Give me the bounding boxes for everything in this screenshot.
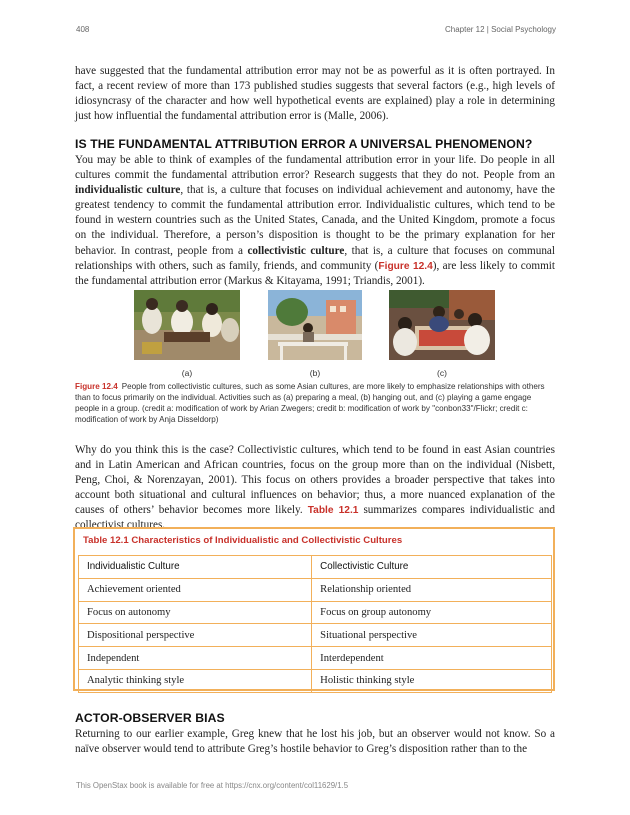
photo-a-preparing-meal bbox=[134, 290, 240, 360]
table-cell: Focus on group autonomy bbox=[312, 601, 552, 624]
header-collectivistic: Collectivistic Culture bbox=[312, 556, 552, 579]
table-cell: Relationship oriented bbox=[312, 578, 552, 601]
photo-label-c: (c) bbox=[437, 368, 447, 378]
table-12-1-link[interactable]: Table 12.1 bbox=[307, 505, 359, 517]
section1-text-a: You may be able to think of examples of the fundamental attribution error in your life. Do people in all cultures commit the fundamental attribution error? Research suggests that they do not. People from an bbox=[75, 154, 555, 182]
paragraph-2-text-b: summarizes compares individualistic and collectivist cultures. bbox=[75, 504, 555, 532]
section-heading-universal: IS THE FUNDAMENTAL ATTRIBUTION ERROR A UNIVERSAL PHENOMENON? bbox=[75, 137, 533, 151]
intro-paragraph: have suggested that the fundamental attribution error may not be as powerful as it is often portrayed. In fact, a recent review of more than 173 published studies suggests that several factors (e.g., high levels of idiosyncrasy of the character and how well hypothetical events are explained) play a role in determining just how influential the fundamental attribution error is (Malle, 2006). bbox=[75, 65, 555, 123]
table-cell: Analytic thinking style bbox=[79, 669, 312, 692]
table-cell: Independent bbox=[79, 647, 312, 670]
table-row bbox=[79, 601, 552, 624]
section1-text-c: , that is, a culture that focuses on communal relationships with others, such as family, friends, and community ( bbox=[75, 244, 555, 272]
figure-caption bbox=[75, 381, 545, 425]
table-cell: Interdependent bbox=[312, 647, 552, 670]
table-cell: Focus on autonomy bbox=[79, 601, 312, 624]
photo-c-playing-game bbox=[389, 290, 495, 360]
section-heading-actor-observer: ACTOR-OBSERVER BIAS bbox=[75, 711, 225, 725]
table-row bbox=[79, 669, 552, 692]
term-individualistic: individualistic culture bbox=[75, 184, 181, 197]
section1-text-b: , that is, a culture that focuses on individual achievement and autonomy, have the greatest tendency to commit the fundamental attribution error. Individualistic cultures, which tend to be found in western countries such as the United States, Canada, and the United Kingdom, promote a focus on the individual. Therefore, a person’s disposition is thought to be the primary explanation for her behavior. In contrast, people from a bbox=[75, 184, 555, 257]
header-individualistic: Individualistic Culture bbox=[79, 556, 312, 579]
figure-caption-text: People from collectivistic cultures, such as some Asian cultures, are more likely to emphasize relationships with others than to focus primarily on the individual. Activities such as (a) preparing a meal, (b) hanging out, and (c) playing a game engage people in a group. (credit a: modification of work by Arian Zwegers; credit b: modification of work by "conbon33"/Flickr; credit c: modification of work by Anja Disseldorp) bbox=[75, 382, 545, 424]
section1-paragraph bbox=[75, 153, 555, 289]
table-row bbox=[79, 624, 552, 647]
figure-number: Figure 12.4 bbox=[75, 382, 118, 391]
table-cell: Holistic thinking style bbox=[312, 669, 552, 692]
table-cell: Dispositional perspective bbox=[79, 624, 312, 647]
page-number: 408 bbox=[76, 25, 90, 34]
term-collectivistic: collectivistic culture bbox=[247, 244, 345, 257]
table-12-1 bbox=[73, 527, 555, 691]
table-cell: Achievement oriented bbox=[79, 578, 312, 601]
chapter-header: Chapter 12 | Social Psychology bbox=[444, 25, 556, 34]
table-row bbox=[79, 578, 552, 601]
photo-b-hanging-out bbox=[268, 290, 362, 360]
table-cell: Situational perspective bbox=[312, 624, 552, 647]
section1-text-d: ), are less likely to commit the fundamental attribution error (Markus & Kitayama, 1991; Triandis, 2001). bbox=[75, 259, 555, 287]
paragraph-2 bbox=[75, 443, 555, 534]
table-title: Table 12.1 Characteristics of Individualistic and Collectivistic Cultures bbox=[83, 535, 403, 546]
characteristics-table bbox=[78, 555, 552, 693]
photo-label-a: (a) bbox=[181, 368, 193, 378]
paragraph-2-text-a: Why do you think this is the case? Collectivistic cultures, which tend to be found in east Asian countries and in Latin American and African countries, focus on the group more than on the individual (Nisbett, Peng, Choi, & Norenzayan, 2001). This focus on others provides a broader perspective that takes into account both situational and cultural influences on behavior; thus, a more nuanced explanation of the causes of others’ behavior becomes more likely. bbox=[75, 444, 555, 517]
table-header-row bbox=[79, 556, 552, 579]
table-row bbox=[79, 647, 552, 670]
section2-paragraph: Returning to our earlier example, Greg knew that he lost his job, but an observer would not know. So a naïve observer would tend to attribute Greg’s hostile behavior to Greg’s disposition rather than to the bbox=[75, 728, 555, 756]
photo-label-b: (b) bbox=[309, 368, 321, 378]
figure-12-4-link[interactable]: Figure 12.4 bbox=[378, 260, 433, 272]
footer-notice: This OpenStax book is available for free at https://cnx.org/content/col11629/1.5 bbox=[76, 781, 349, 790]
